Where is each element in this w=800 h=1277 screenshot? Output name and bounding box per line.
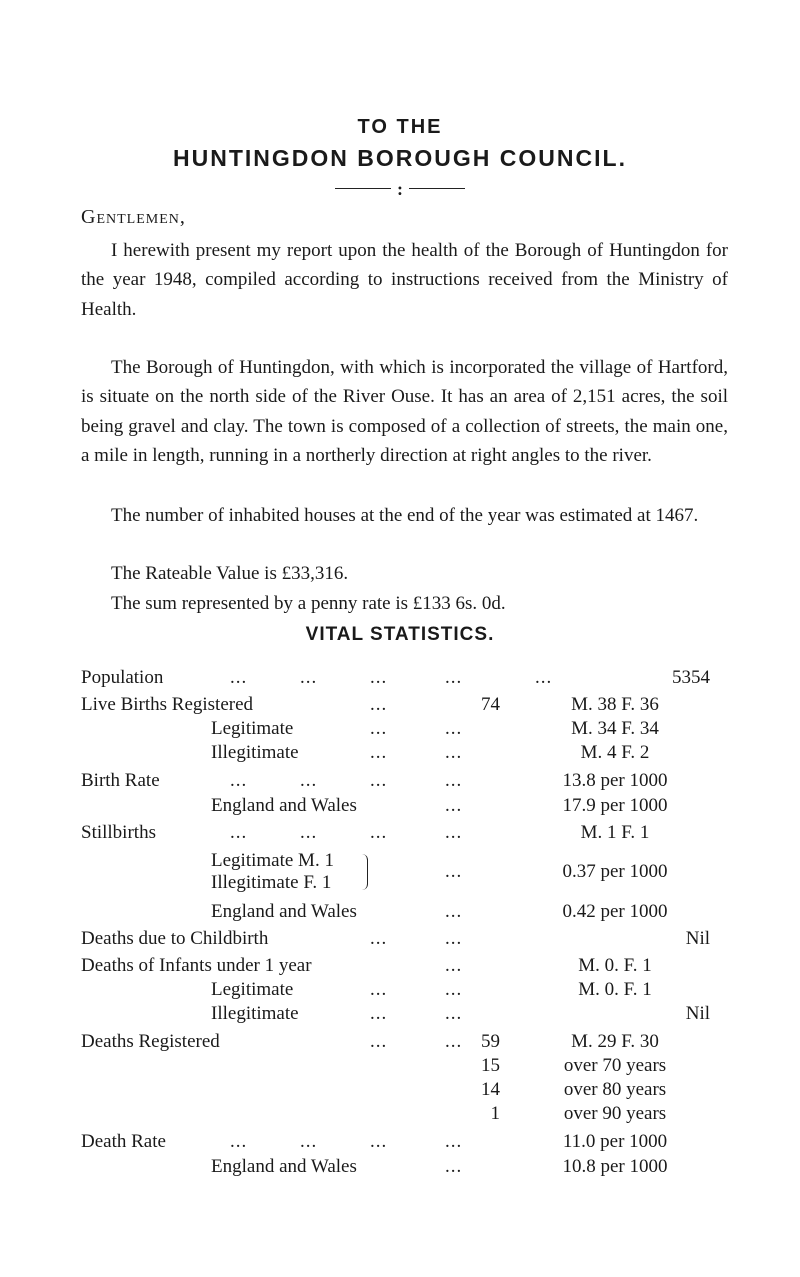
stat-dots: ... <box>370 1131 388 1152</box>
stat-dots: ... <box>370 822 388 843</box>
stat-row-stillbirth-england-wales <box>0 901 800 927</box>
stat-value: M. 0. F. 1 <box>578 979 652 1000</box>
separator-colon: : <box>397 178 403 199</box>
stat-dots: ... <box>535 667 553 688</box>
stat-value: M. 1 F. 1 <box>580 822 650 843</box>
stat-dots: ... <box>445 1003 463 1024</box>
stat-dots: ... <box>230 822 248 843</box>
stat-dots: ... <box>370 928 388 949</box>
separator-rule-left <box>335 188 391 189</box>
stat-row-childbirth-deaths <box>0 928 800 954</box>
stat-value: Nil <box>685 928 710 949</box>
stat-label: Illegitimate <box>211 742 299 763</box>
stat-value: 5354 <box>672 667 710 688</box>
stat-value: 0.37 per 1000 <box>562 861 668 882</box>
stat-value: Nil <box>685 1003 710 1024</box>
salutation: Gentlemen, <box>81 206 186 228</box>
stat-dots: ... <box>445 822 463 843</box>
stat-row-deaths-over-80 <box>0 1079 800 1105</box>
stat-row-deaths-over-90 <box>0 1103 800 1129</box>
stat-dots: ... <box>445 770 463 791</box>
stat-dots: ... <box>445 1131 463 1152</box>
stat-row-infant-legitimate <box>0 979 800 1005</box>
stat-value: M. 4 F. 2 <box>580 742 650 763</box>
stat-row-deaths-over-70 <box>0 1055 800 1081</box>
stat-dots: ... <box>445 1031 463 1052</box>
stat-number: 59 <box>481 1031 500 1052</box>
stat-dots: ... <box>370 979 388 1000</box>
stat-label: Legitimate <box>211 979 294 1000</box>
stat-number: 74 <box>481 694 500 715</box>
stat-value: 10.8 per 1000 <box>562 1156 668 1177</box>
stat-value: M. 29 F. 30 <box>571 1031 659 1052</box>
stat-row-death-rate-england-wales <box>0 1156 800 1182</box>
stat-label: Legitimate M. 1 <box>211 850 334 871</box>
stat-label: England and Wales <box>211 901 357 922</box>
stat-label: England and Wales <box>211 1156 357 1177</box>
stat-label: Deaths due to Childbirth <box>81 928 269 949</box>
stat-dots: ... <box>445 795 463 816</box>
stat-row-birth-rate-england-wales <box>0 795 800 821</box>
stat-value: 0.42 per 1000 <box>562 901 668 922</box>
stat-dots: ... <box>370 694 388 715</box>
stat-row-birth-rate <box>0 770 800 796</box>
stat-row-infant-illegitimate <box>0 1003 800 1029</box>
stat-row-population <box>0 667 800 693</box>
stat-row-stillbirths <box>0 822 800 848</box>
rateable-value: The Rateable Value is £33,316. <box>111 563 349 584</box>
header-council: HUNTINGDON BOROUGH COUNCIL. <box>173 145 627 171</box>
stat-dots: ... <box>445 861 463 882</box>
stat-value: over 70 years <box>563 1055 667 1076</box>
stat-label: Illegitimate <box>211 1003 299 1024</box>
stat-dots: ... <box>445 718 463 739</box>
stat-row-live-births-legitimate <box>0 718 800 744</box>
stat-dots: ... <box>445 667 463 688</box>
stat-dots: ... <box>230 1131 248 1152</box>
stat-dots: ... <box>445 979 463 1000</box>
stat-value: M. 0. F. 1 <box>578 955 652 976</box>
stat-dots: ... <box>370 718 388 739</box>
paragraph-borough: The Borough of Huntingdon, with which is incorporated the village of Hartford, is situate on the north side of the River Ouse. It has an area of 2,151 acres, the soil being gravel and clay. The town is composed of a collection of streets, the main one, a mile in length, running in a northerly direction at right angles to the river. <box>81 357 728 467</box>
stat-value: over 90 years <box>563 1103 667 1124</box>
stat-dots: ... <box>370 667 388 688</box>
stat-dots: ... <box>445 955 463 976</box>
stat-row-stillbirth-rate <box>0 861 800 887</box>
stat-value: 17.9 per 1000 <box>562 795 668 816</box>
stat-dots: ... <box>445 1156 463 1177</box>
stat-dots: ... <box>300 1131 318 1152</box>
stat-number: 14 <box>481 1079 500 1100</box>
stat-dots: ... <box>300 822 318 843</box>
stat-dots: ... <box>370 1031 388 1052</box>
paragraph-houses: The number of inhabited houses at the end of the year was estimated at 1467. <box>111 505 699 526</box>
stat-value: 13.8 per 1000 <box>562 770 668 791</box>
stat-label: Illegitimate F. 1 <box>211 872 332 893</box>
stat-label: Live Births Registered <box>81 694 254 715</box>
penny-rate: The sum represented by a penny rate is £133 6s. 0d. <box>111 593 506 614</box>
separator-rule-right <box>409 188 465 189</box>
header-to: TO THE <box>357 116 443 138</box>
stat-value: M. 34 F. 34 <box>571 718 659 739</box>
stat-label: Deaths Registered <box>81 1031 220 1052</box>
stat-dots: ... <box>370 1003 388 1024</box>
stat-dots: ... <box>370 742 388 763</box>
vital-statistics-title: VITAL STATISTICS. <box>305 624 495 645</box>
stat-row-live-births <box>0 694 800 720</box>
stat-row-live-births-illegitimate <box>0 742 800 768</box>
stat-label: Death Rate <box>81 1131 166 1152</box>
stat-number: 1 <box>490 1103 500 1124</box>
stat-dots: ... <box>300 667 318 688</box>
stat-row-death-rate <box>0 1131 800 1157</box>
stat-dots: ... <box>230 667 248 688</box>
stat-label: Legitimate <box>211 718 294 739</box>
stat-dots: ... <box>370 770 388 791</box>
stat-dots: ... <box>230 770 248 791</box>
stat-label: England and Wales <box>211 795 357 816</box>
stat-row-deaths-registered <box>0 1031 800 1057</box>
stat-dots: ... <box>300 770 318 791</box>
stat-number: 15 <box>481 1055 500 1076</box>
stat-row-infant-deaths <box>0 955 800 981</box>
separator <box>0 178 800 198</box>
stat-value: over 80 years <box>563 1079 667 1100</box>
stat-dots: ... <box>445 928 463 949</box>
stat-label: Birth Rate <box>81 770 160 791</box>
stat-label: Deaths of Infants under 1 year <box>81 955 312 976</box>
stat-dots: ... <box>445 742 463 763</box>
stat-label: Population <box>81 667 164 688</box>
stat-dots: ... <box>445 901 463 922</box>
paragraph-intro: I herewith present my report upon the health of the Borough of Huntingdon for the year 1948, compiled according to instructions received from the Ministry of Health. <box>81 240 728 320</box>
stat-value: M. 38 F. 36 <box>571 694 659 715</box>
stat-label: Stillbirths <box>81 822 156 843</box>
stat-value: 11.0 per 1000 <box>562 1131 668 1152</box>
